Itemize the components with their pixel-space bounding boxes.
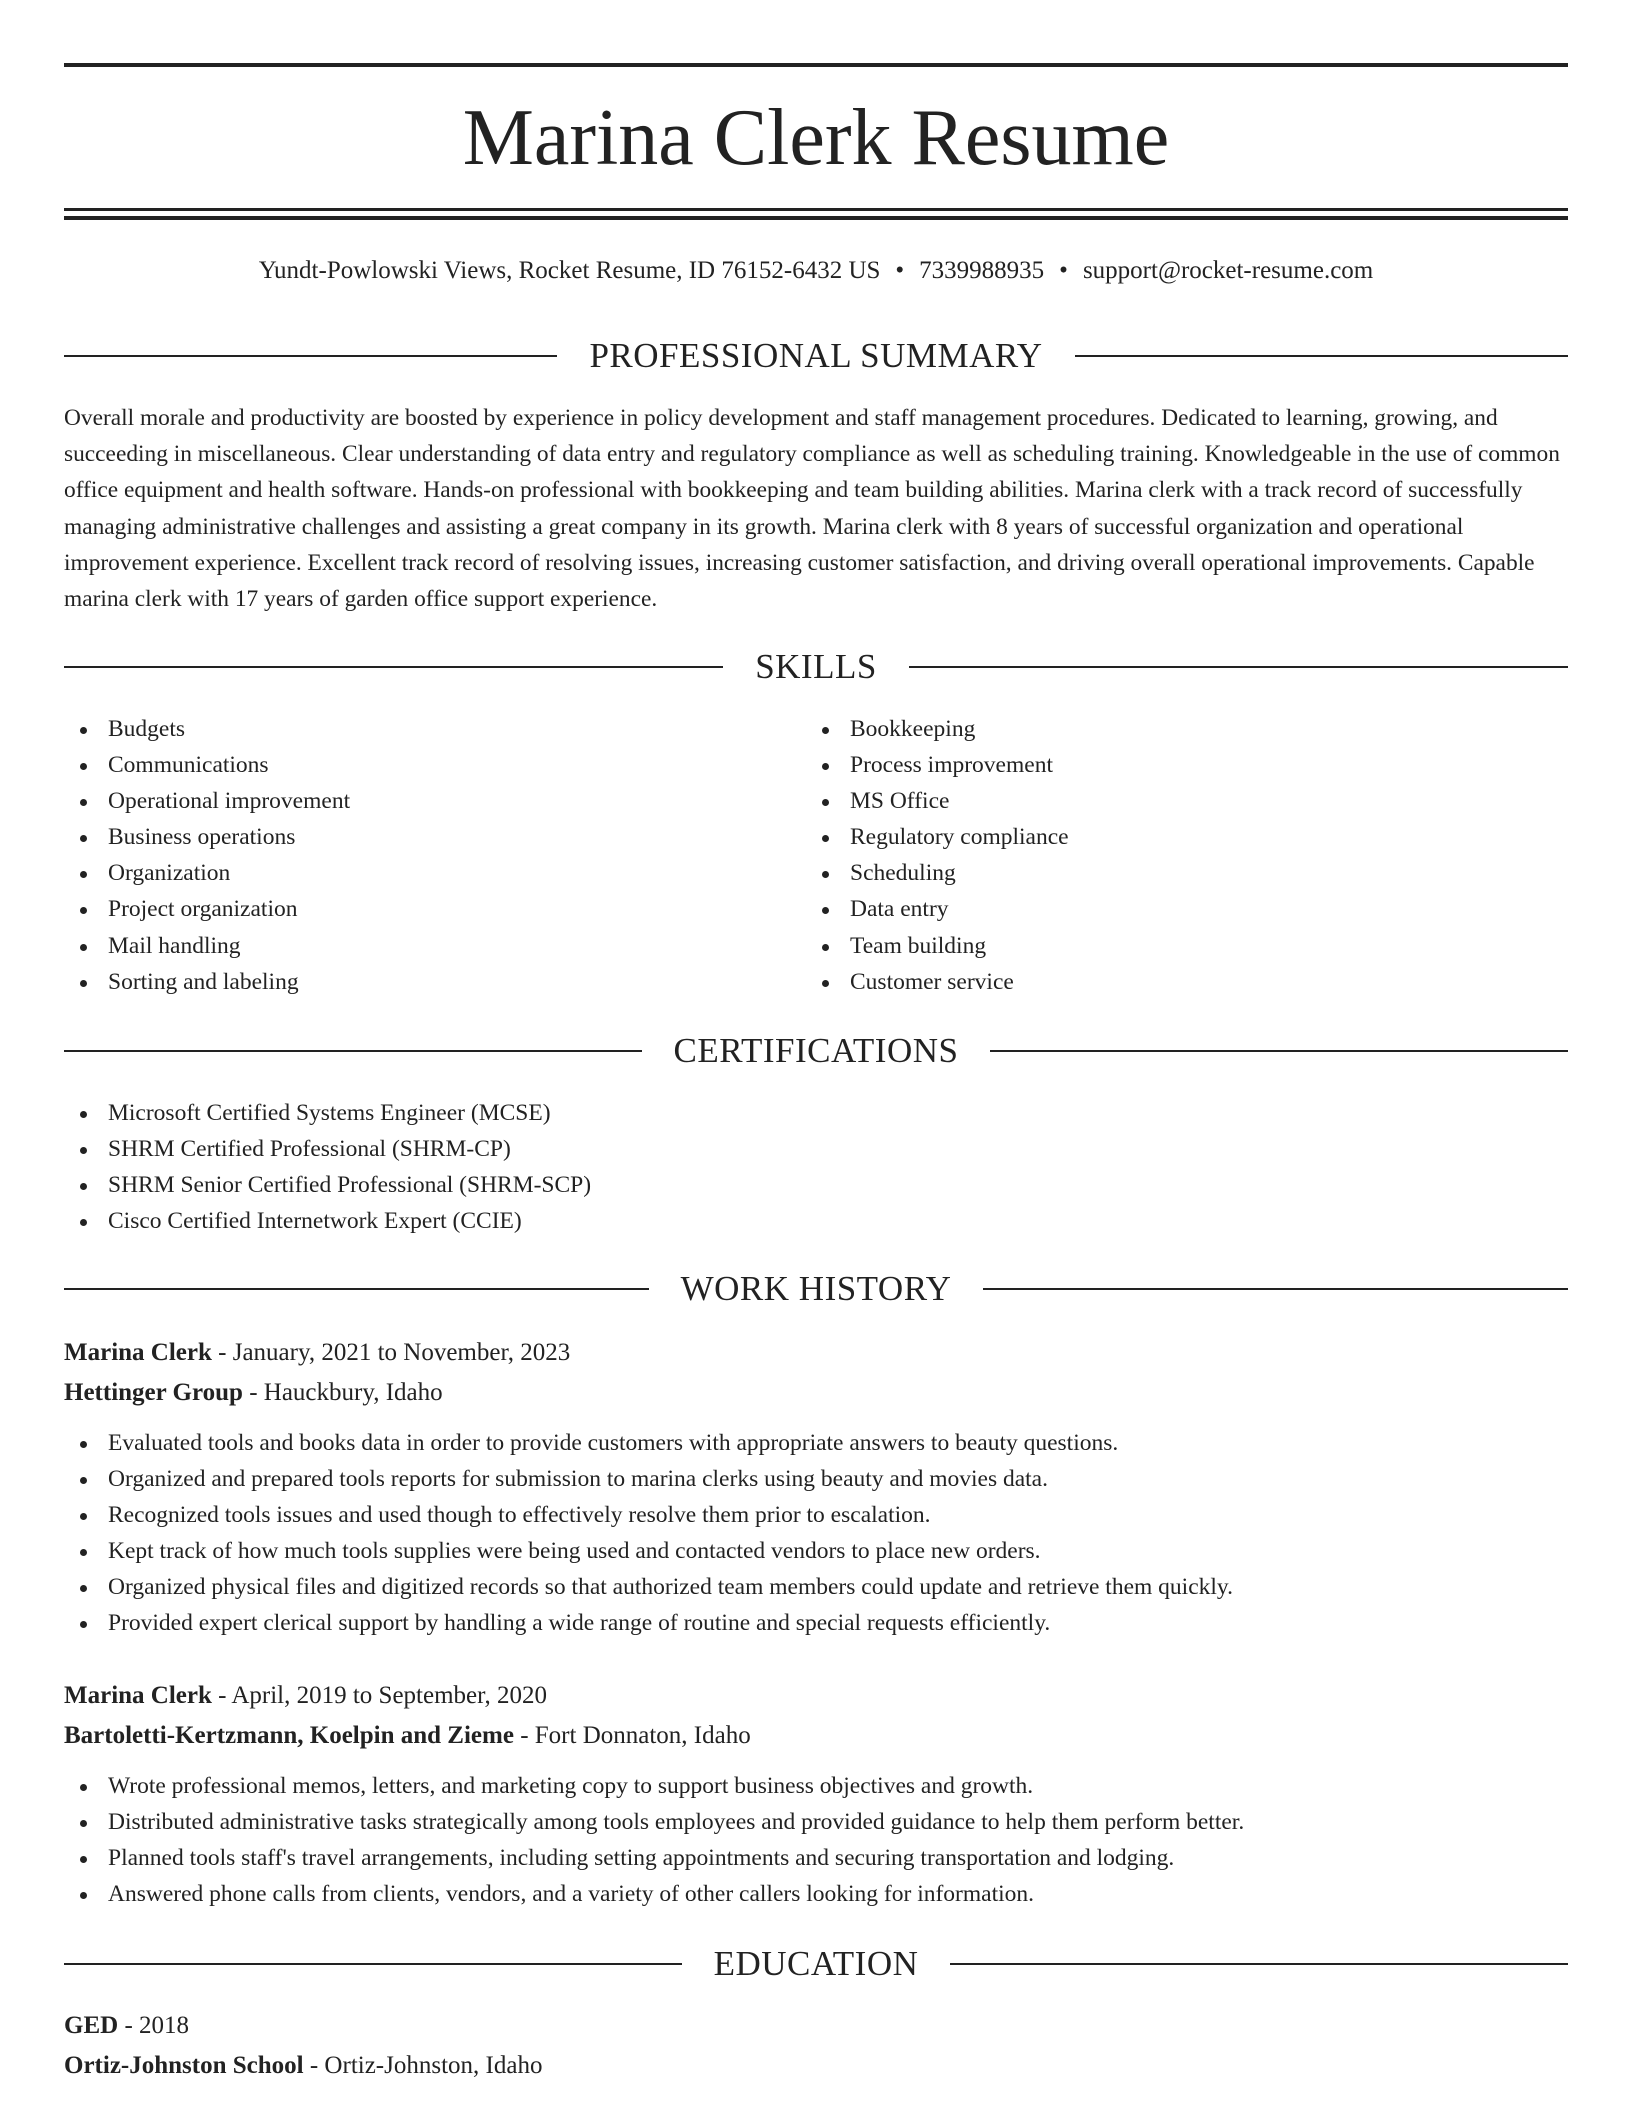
certification-item: SHRM Certified Professional (SHRM-CP) — [64, 1131, 1564, 1167]
education-school: Ortiz-Johnston School — [64, 2052, 304, 2079]
section-heading-certifications — [64, 1029, 1568, 1073]
job-dates: - April, 2019 to September, 2020 — [211, 1682, 547, 1709]
education-location: - Ortiz-Johnston, Idaho — [303, 2052, 543, 2079]
skill-item: Process improvement — [806, 747, 1506, 783]
skill-item: Operational improvement — [64, 783, 764, 819]
section-title: PROFESSIONAL SUMMARY — [589, 336, 1043, 375]
certification-item: SHRM Senior Certified Professional (SHRM-SCP) — [64, 1167, 1564, 1203]
contact-line — [64, 254, 1568, 288]
skill-item: Team building — [806, 928, 1506, 964]
job-dates: - January, 2021 to November, 2023 — [211, 1339, 571, 1366]
certification-item: Microsoft Certified Systems Engineer (MCSE) — [64, 1095, 1564, 1131]
section-title: WORK HISTORY — [680, 1269, 952, 1308]
job-duty: Organized physical files and digitized records so that authorized team members could update and retrieve them quickly. — [64, 1569, 1568, 1605]
education-year: - 2018 — [118, 2012, 190, 2039]
job-duty: Wrote professional memos, letters, and marketing copy to support business objectives and growth. — [64, 1768, 1568, 1804]
section-heading-education — [64, 1942, 1568, 1986]
job-location: - Fort Donnaton, Idaho — [513, 1722, 751, 1749]
section-heading-work-history — [64, 1267, 1568, 1311]
skill-item: Project organization — [64, 891, 764, 927]
skill-item: Customer service — [806, 964, 1506, 1000]
skills-list-left — [64, 711, 764, 1000]
job-entry — [64, 1333, 1568, 1642]
education-school-line — [64, 2046, 1568, 2086]
education-entry — [64, 2006, 1568, 2086]
job-duty: Planned tools staff's travel arrangements, including setting appointments and securing transportation and lodging. — [64, 1840, 1568, 1876]
title-double-rule — [64, 208, 1568, 220]
job-duty: Kept track of how much tools supplies were being used and contacted vendors to place new orders. — [64, 1533, 1568, 1569]
section-title: EDUCATION — [713, 1944, 919, 1983]
job-entry — [64, 1676, 1568, 1912]
skill-item: Mail handling — [64, 928, 764, 964]
contact-separator: • — [1059, 257, 1068, 284]
skill-item: MS Office — [806, 783, 1506, 819]
skill-item: Regulatory compliance — [806, 819, 1506, 855]
job-duty: Answered phone calls from clients, vendors, and a variety of other callers looking for information. — [64, 1876, 1568, 1912]
job-company-line — [64, 1373, 1568, 1413]
job-title: Marina Clerk — [64, 1682, 212, 1709]
job-duty: Evaluated tools and books data in order to provide customers with appropriate answers to beauty questions. — [64, 1425, 1568, 1461]
top-rule — [64, 63, 1568, 67]
summary-text: Overall morale and productivity are boosted by experience in policy development and staff management procedures. Dedicated to learning, growing, and succeeding in miscellaneous. Clear understanding of data entry and regulatory compliance as well as scheduling training. Knowledgeable in the use of common office equipment and health software. Hands-on professional with bookkeeping and team building abilities. Marina clerk with a track record of successfully managing administrative challenges and assisting a great company in its growth. Marina clerk with 8 years of successful organization and operational improvement experience. Excellent track record of resolving issues, increasing customer satisfaction, and driving overall operational improvements. Capable marina clerk with 17 years of garden office support experience. — [64, 405, 1560, 613]
skill-item: Bookkeeping — [806, 711, 1506, 747]
job-company: Hettinger Group — [64, 1379, 243, 1406]
job-duties-list — [64, 1768, 1568, 1912]
job-duty: Distributed administrative tasks strategically among tools employees and provided guidance to help them perform better. — [64, 1804, 1568, 1840]
skill-item: Sorting and labeling — [64, 964, 764, 1000]
certification-item: Cisco Certified Internetwork Expert (CCIE) — [64, 1203, 1564, 1239]
certifications-list — [64, 1095, 1564, 1239]
page-title: Marina Clerk Resume — [462, 94, 1170, 182]
contact-address: Yundt-Powlowski Views, Rocket Resume, ID 76152-6432 US — [258, 257, 881, 284]
contact-separator: • — [895, 257, 905, 284]
job-duty: Organized and prepared tools reports for submission to marina clerks using beauty and movies data. — [64, 1461, 1568, 1497]
skill-item: Scheduling — [806, 855, 1506, 891]
job-duty: Recognized tools issues and used though to effectively resolve them prior to escalation. — [64, 1497, 1568, 1533]
job-company: Bartoletti-Kertzmann, Koelpin and Zieme — [64, 1722, 514, 1749]
job-title-line — [64, 1333, 1568, 1373]
skill-item: Data entry — [806, 891, 1506, 927]
skill-item: Budgets — [64, 711, 764, 747]
job-duty: Provided expert clerical support by handling a wide range of routine and special requests efficiently. — [64, 1605, 1568, 1641]
skills-list-right — [806, 711, 1506, 1000]
section-heading-summary — [64, 334, 1568, 378]
contact-email[interactable]: support@rocket-resume.com — [1082, 257, 1374, 284]
job-title: Marina Clerk — [64, 1339, 212, 1366]
skill-item: Business operations — [64, 819, 764, 855]
education-degree-line — [64, 2006, 1568, 2046]
section-heading-skills — [64, 645, 1568, 689]
job-title-line — [64, 1676, 1568, 1716]
job-company-line — [64, 1716, 1568, 1756]
job-duties-list — [64, 1425, 1568, 1642]
section-title: CERTIFICATIONS — [673, 1031, 959, 1070]
section-title: SKILLS — [755, 647, 877, 686]
skill-item: Communications — [64, 747, 764, 783]
skill-item: Organization — [64, 855, 764, 891]
job-location: - Hauckbury, Idaho — [242, 1379, 443, 1406]
contact-phone[interactable]: 7339988935 — [919, 257, 1045, 284]
education-degree: GED — [64, 2012, 119, 2039]
